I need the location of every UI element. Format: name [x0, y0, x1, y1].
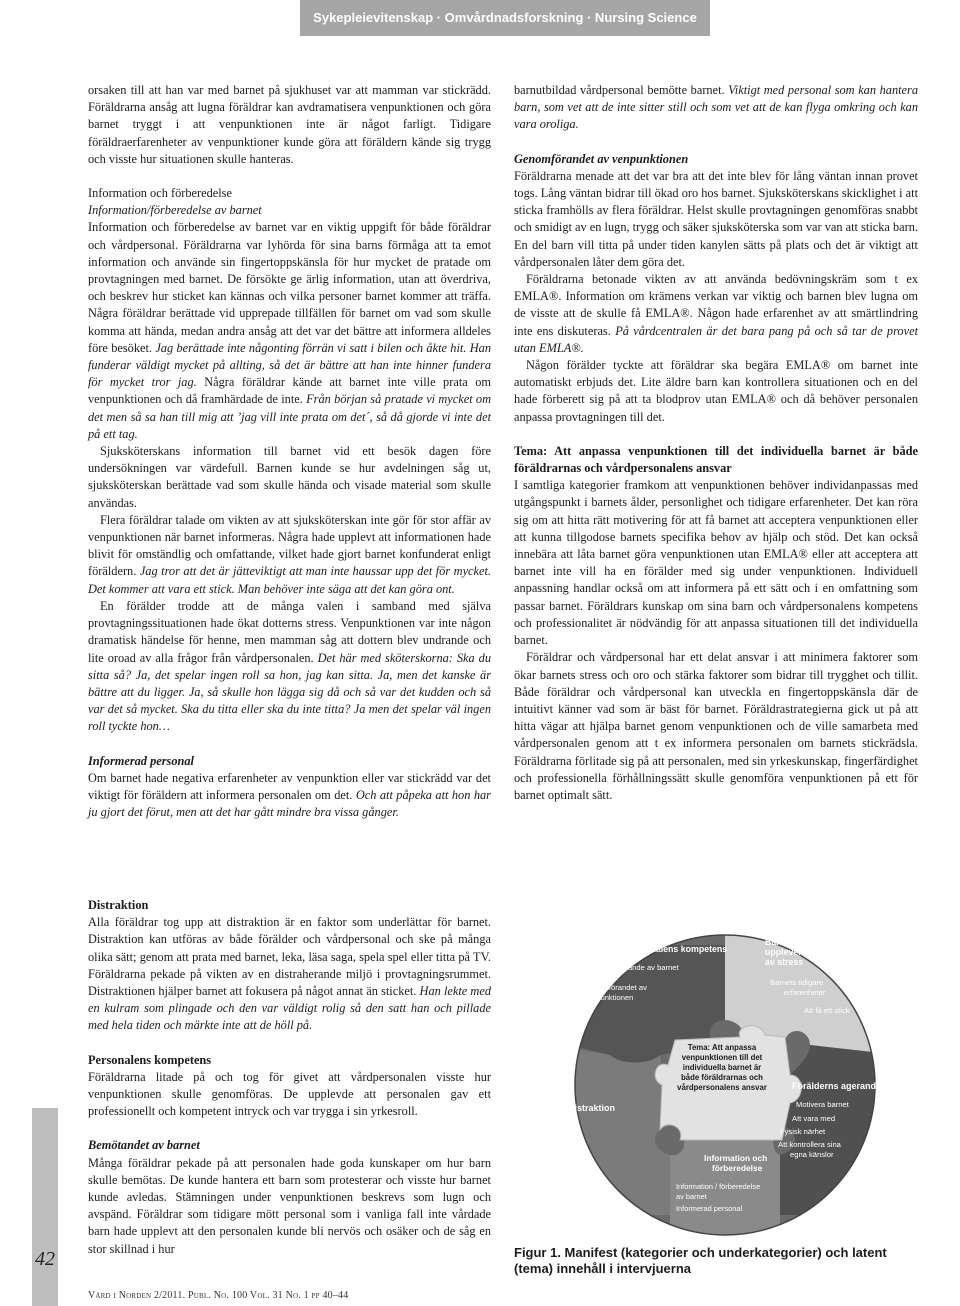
- label-kontrollera-2: egna känslor: [790, 1150, 834, 1159]
- label-tema-3: individuella barnet är: [682, 1063, 762, 1072]
- label-barnets-2: upplevelse: [765, 947, 811, 957]
- page-number: 42: [35, 1248, 55, 1270]
- paragraph: orsaken till att han var med barnet på sjukhuset var att mamman var stickrädd. Föräldrarna ansåg att lugna föräldrar kan avdramatisera venpunktionen och göra barnet tryggt i att venpunktionen inte är något farligt. Tidigare föräldraerfarenheter av venpunktioner kunde göra att föräldern kände sig trygg och visste hur situationen skulle hanteras.: [88, 83, 491, 166]
- label-barnets-tidigare-2: erfarenheter: [784, 988, 826, 997]
- subsection-heading: Genomförandet av venpunktionen: [514, 151, 689, 166]
- paragraph: I samtliga kategorier framkom att venpunktionen behöver individanpassas med utgångspunkt i barnets ålder, personlighet och tidigare erfarenheter. Det kan röra sig om att hitta rätt motivering för att få barnet att acceptera venpunktionen eller att kunna tillgodose barnets specifika behov av hjälp och stöd. Det kan också innebära att låta barnet göra venpunktionen utan EMLA® eller att acceptera att barnet inte vill ha en förälder med sig under venpunktionen. Individuell anpassning handlar också om att informera på ett sätt och i en omfattning som passar barnet. Föräldrars kunskap om sina barn och vårdpersonalens kompetens och professionalitet är nödvändig för att anpassa situationen till det individuella barnet.: [514, 478, 918, 648]
- paragraph: Flera föräldrar talade om vikten av att sjuksköterskan inte gör för stor affär av venpunktionen när barnet informeras. Några hade upplevt att informationen hade blivit för omständlig och omfattande, vilket hade gjort barnet konfunderat enligt föräldern. Jag tror att det är jätteviktigt att man inte haussar upp det för mycket. Det kommer att vara ett stick. Man behöver inte säga att det kan göra ont.: [88, 512, 492, 596]
- quote: Jag tror att det är jätteviktigt att man inte haussar upp det för mycket. Det kommer att vara ett stick. Man behöver inte säga att det kan göra ont.: [88, 564, 492, 596]
- quote: Han lekte med en kulram som plingade och den var väldigt rolig så den satt han och pillade med hela tiden och märkte inte att de höll på.: [88, 984, 491, 1033]
- left-column-bottom: [88, 897, 491, 1258]
- label-barnets-tidigare-1: Barnets tidigare: [770, 978, 824, 987]
- quote: Och att påpeka att hon har ju gjort det förut, men att det har gått mindre bra vissa gånger.: [88, 787, 491, 820]
- label-info-forberedelse-2: av barnet: [676, 1192, 707, 1201]
- page-side-bar: [32, 1108, 58, 1306]
- quote: Jag berättade inte någonting förrän vi satt i bilen och åkte hit. Han funderar väldigt mycket på allting, så det är bättre att han inte hinner fundera för mycket tror jag.: [88, 340, 491, 390]
- footer-citation: Vård i Norden 2/2011. Publ. No. 100 Vol. 31 No. 1 pp 40–44: [88, 1290, 349, 1301]
- label-info-forberedelse-1: Information / förberedelse: [676, 1182, 761, 1191]
- paragraph: Sjuksköterskans information till barnet vid ett besök dagen före undersökningen var värdefull. Barnen kunde se hur avdelningen såg ut, sjuksköterskan berättade vad som skulle hända och visade material som skulle användas.: [88, 444, 491, 510]
- subsection-heading: Informerad personal: [88, 753, 194, 768]
- subsection-heading: Personalens kompetens: [88, 1052, 212, 1067]
- section-heading: Information och förberedelse: [88, 186, 232, 201]
- label-att-fa-ett-stick: Att få ett stick: [804, 1006, 850, 1015]
- paragraph: Någon förälder tyckte att föräldrar ska begära EMLA® om barnet inte automatiskt erbjuds det. Lite äldre barn kan kontrollera situationen och en del hade förberett sig på att ta blodprov utan EMLA® och då behöver personalen anpassa provtagningen till det.: [514, 358, 918, 424]
- subsection-heading: Information/förberedelse av barnet: [88, 203, 262, 218]
- label-genomforandet-2: venpunktionen: [584, 993, 634, 1002]
- label-distraktion: Distraktion: [568, 1103, 616, 1113]
- left-column-top: [88, 82, 491, 821]
- paragraph: Föräldrar och vårdpersonal har ett delat ansvar i att minimera faktorer som ökar barnets stress och oro och stärka faktorer som bidrar till trygghet och tillit. Både föräldrar och vårdpersonal kan utveckla en fingertoppskänsla där de intuitivt känner vad som är bäst för barnet. Föräldrastrategierna gick ut på att hitta vägar att hjälpa barnet genom venpunktionen och de ville samarbeta med vårdpersonalen genom att t ex informera personalen om barnets stickrädsla. Föräldrarna förlitade sig på att personalen, med sin yrkeskunskap, fingerfärdighet och professionella förhållningssätt skulle genomföra venpunktionen på ett för barnet optimalt sätt.: [514, 650, 918, 802]
- paragraph: Föräldrarna litade på och tog för givet att vårdpersonalen visste hur venpunktionen skulle genomföras. De upplevde att personalen gav ett professionellt och kompetent intryck och var trygga i sin yrkesroll.: [88, 1069, 491, 1119]
- theme-heading: Tema: Att anpassa venpunktionen till det individuella barnet är både föräldrarnas och vårdpersonalens ansvar: [514, 443, 918, 476]
- label-tema-2: venpunktionen till det: [681, 1053, 763, 1062]
- label-bemotande: Bemötande av barnet: [606, 963, 679, 972]
- subsection-heading: Distraktion: [88, 898, 149, 912]
- label-foralderns-agerande: Förälderns agerande: [792, 1081, 882, 1091]
- quote: Från början så pratade vi mycket om det men så sa han till mig att ’jag vill inte prata om det´, så då gjorde vi inte det på ett tag.: [88, 392, 491, 441]
- paragraph: Information och förberedelse av barnet var en viktig uppgift för både föräldrar och vårdpersonal. Föräldrarna var lyhörda för sina barns förmåga att ta emot information och använde sin fingertoppskänsla för hur mycket de pratade om provtagningen med barnet. De försökte ge ärlig information, utan att överdriva, och beskrev hur sticket kan kännas och vilka personer barnet kommer att träffa. Några föräldrar berättade vid upprepade tillfällen för barnet om vad som skulle komma att hända, medan andra ansåg att det var det bättre att informera alldeles före besöket. Jag berättade inte någonting förrän vi satt i bilen och åkte hit. Han funderar väldigt mycket på allting, så det är bättre att han inte hinner fundera för mycket tror jag. Några föräldrar kände att barnet inte ville prata om venpunktionen och då framhärdade de inte. Från början så pratade vi mycket om det men så sa han till mig att ’jag vill inte prata om det´, så då gjorde vi inte det på ett tag.: [88, 220, 491, 441]
- quote: På vårdcentralen är det bara pang på och så tar de provet utan EMLA®.: [514, 323, 918, 355]
- label-tema-5: vårdpersonalens ansvar: [677, 1083, 767, 1092]
- label-information-2: förberedelse: [712, 1163, 763, 1173]
- subsection-heading: Bemötandet av barnet: [88, 1138, 200, 1153]
- paragraph: Om barnet hade negativa erfarenheter av venpunktion eller var stickrädd var det viktigt för föräldern att informera personalen om det. Och att påpeka att hon har ju gjort det förut, men att det har gått mindre bra vissa gånger.: [88, 770, 491, 820]
- label-informerad-personal: Informerad personal: [676, 1204, 743, 1213]
- quote: Det här med sköterskorna: Ska du sitta så? Ja, det spelar ingen roll sa hon, jag kan sitta. Ja, men det kanske är bättre att du ligger. Ja, så skulle hon lägga sig då och så var det kudden och så var det så mycket. Ska du titta eller ska du inte titta? Ja men det spelar väl ingen roll tyckte hon…: [88, 650, 491, 734]
- puzzle-figure: [510, 925, 930, 1245]
- label-barnets-3: av stress: [765, 957, 804, 967]
- label-information-1: Information och: [704, 1153, 768, 1163]
- figure-caption: Figur 1. Manifest (kategorier och underkategorier) och latent (tema) innehåll i intervjuerna: [514, 1245, 887, 1276]
- label-tema-4: både föräldrarnas och: [681, 1073, 763, 1082]
- label-att-vara-med: Att vara med: [792, 1114, 836, 1123]
- label-motivera: Motivera barnet: [796, 1100, 849, 1109]
- journal-header-band: [300, 0, 710, 36]
- paragraph: Alla föräldrar tog upp att distraktion är en faktor som underlättar för barnet. Distraktion kan utföras av både förälder och vårdpersonal och ske på många olika sätt; genom att prata med barnet, leka, läsa saga, spela spel eller titta på TV. Föräldrarna pekade på vikten av en distraherande miljö i provtagningsrummet. Distraktionen hjälper barnet att fokusera på något annat än sticket. Han lekte med en kulram som plingade och den var väldigt rolig så den satt han och pillade med hela tiden och märkte inte att de höll på.: [88, 915, 491, 1033]
- paragraph: Föräldrarna betonade vikten av att använda bedövningskräm som t ex EMLA®. Information om krämens verkan var viktig och barnen blev lugna om de visste att de skulle få EMLA®. Någon hade erfarenhet av att smärtlindring inte ens diskuteras. På vårdcentralen är det bara pang på och så tar de provet utan EMLA®.: [514, 272, 918, 355]
- paragraph: Många föräldrar pekade på att personalen hade goda kunskaper om hur barn skulle bemötas. De kunde hantera ett barn som protesterar och visste hur barnet kunde avledas. Stämningen under venpunktionen beskrevs som lugn och avspänd. Föräldrar som tidigare mött personal som i vanliga fall inte vårdade barn hade upplevt att den personalen kunde bli nervös och osäker och de såg en stor skillnad i hur: [88, 1155, 491, 1256]
- puzzle-diagram: [510, 925, 930, 1245]
- label-barnets-1: Barnets: [765, 937, 798, 947]
- quote: Viktigt med personal som kan hantera barn, som vet att de inte sitter still och som vet att de kan flyga omkring och kan vara oroliga.: [514, 83, 918, 132]
- label-genomforandet-1: Genomförandet av: [584, 983, 647, 992]
- paragraph: barnutbildad vårdpersonal bemötte barnet. Viktigt med personal som kan hantera barn, som vet att de inte sitter still och som vet att de kan flyga omkring och kan vara oroliga.: [514, 83, 918, 132]
- paragraph: En förälder trodde att de många valen i samband med själva provtagningssituationen hade ökat dotterns stress. Venpunktionen var inte någon dramatisk händelse för henne, men mamman såg att dottern blev undrande och lite oroad av alla frågor från vårdpersonalen. Det här med sköterskorna: Ska du sitta så? Ja, det spelar ingen roll sa hon, jag kan sitta. Ja, men det kanske är bättre att du ligger. Ja, så skulle hon lägga sig då och så var det kudden och så var det så mycket. Ska du titta eller ska du inte titta? Ja men det spelar väl ingen roll tyckte hon…: [88, 598, 491, 734]
- paragraph: Föräldrarna menade att det var bra att det inte blev för lång väntan innan provet togs. Lång väntan bidrar till ökad oro hos barnet. Sjuksköterskans skicklighet i att sticka framhölls av flera föräldrar. Helst skulle provtagningen genomföras snabbt och smidigt av en lugn, trygg och säker sjuksköterska som var van att sticka barn. En del barn vill titta på under tiden kanylen sätts på plats och det är viktigt att vårdpersonalen låter dem göra det.: [514, 168, 918, 269]
- label-personalens-kompetens: Personalens kompetens: [626, 944, 728, 954]
- label-fysisk-narhet: Fysisk närhet: [780, 1127, 826, 1136]
- piece-distraktion: [550, 1045, 670, 1215]
- right-column-top: [514, 82, 918, 804]
- label-kontrollera-1: Att kontrollera sina: [778, 1140, 841, 1149]
- label-tema-1: Tema: Att anpassa: [687, 1043, 757, 1052]
- journal-header-title: Sykepleievitenskap · Omvårdnadsforskning · Nursing Science: [313, 10, 697, 25]
